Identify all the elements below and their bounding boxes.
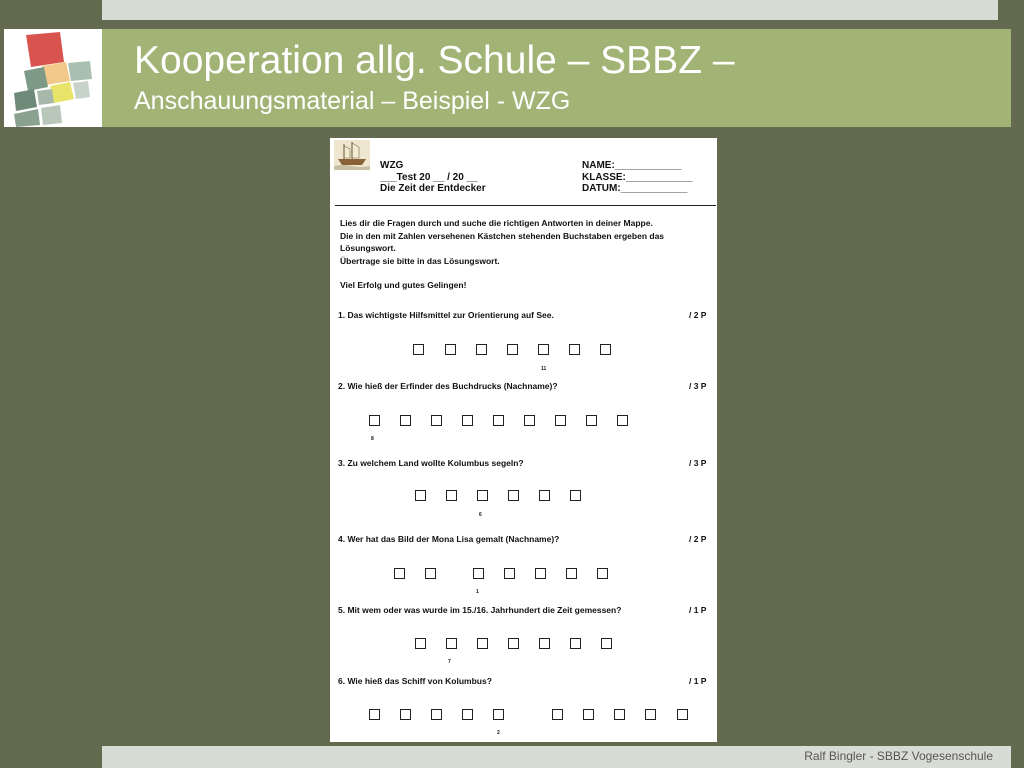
solution-letter-number: 8 bbox=[371, 436, 374, 442]
worksheet-heading bbox=[380, 160, 486, 195]
date-field-label: DATUM:____________ bbox=[582, 183, 688, 194]
answer-letter-box bbox=[431, 709, 442, 720]
answer-letter-box bbox=[446, 638, 457, 649]
instruction-line: Übertrage sie bitte in das Lösungswort. bbox=[340, 255, 500, 266]
answer-letter-box bbox=[473, 568, 484, 579]
instruction-closing: Viel Erfolg und gutes Gelingen! bbox=[340, 280, 467, 290]
question-points: / 2 P bbox=[689, 310, 707, 320]
solution-letter-number: 2 bbox=[497, 730, 500, 736]
answer-letter-box bbox=[462, 709, 473, 720]
ship-icon bbox=[334, 140, 370, 170]
answer-letter-box bbox=[413, 344, 424, 355]
answer-letter-box bbox=[645, 709, 656, 720]
top-strip bbox=[102, 0, 998, 20]
answer-letter-box bbox=[400, 709, 411, 720]
answer-letter-box bbox=[400, 415, 411, 426]
class-field-label: KLASSE:____________ bbox=[582, 171, 693, 183]
question-text: 6. Wie hieß das Schiff von Kolumbus? bbox=[338, 676, 492, 686]
worksheet-test-line: ___Test 20 __ / 20 __ bbox=[380, 171, 478, 183]
slide-title: Kooperation allg. Schule – SBBZ – bbox=[134, 39, 735, 82]
answer-letter-box bbox=[600, 344, 611, 355]
answer-letter-box bbox=[462, 415, 473, 426]
question-points: / 1 P bbox=[689, 605, 707, 615]
question-text: 3. Zu welchem Land wollte Kolumbus segeln? bbox=[338, 458, 524, 468]
worksheet-instructions bbox=[340, 217, 700, 292]
answer-letter-box bbox=[369, 709, 380, 720]
footer-credit: Ralf Bingler - SBBZ Vogesenschule bbox=[804, 749, 993, 763]
question-points: / 3 P bbox=[689, 458, 707, 468]
answer-letter-box bbox=[538, 344, 549, 355]
answer-letter-box bbox=[415, 638, 426, 649]
answer-letter-box bbox=[617, 415, 628, 426]
answer-letter-box bbox=[445, 344, 456, 355]
mosaic-logo-icon bbox=[4, 29, 102, 127]
worksheet-student-fields bbox=[582, 160, 693, 195]
solution-letter-number: 1 bbox=[476, 589, 479, 595]
answer-letter-box bbox=[493, 709, 504, 720]
instruction-line: Lies dir die Fragen durch und suche die richtigen Antworten in deiner Mappe. bbox=[340, 218, 653, 228]
answer-letter-box bbox=[586, 415, 597, 426]
answer-letter-box bbox=[597, 568, 608, 579]
answer-letter-box bbox=[539, 638, 550, 649]
answer-letter-box bbox=[555, 415, 566, 426]
answer-letter-box bbox=[566, 568, 577, 579]
school-logo bbox=[4, 29, 102, 127]
answer-letter-box bbox=[614, 709, 625, 720]
answer-letter-box bbox=[476, 344, 487, 355]
solution-letter-number: 11 bbox=[541, 366, 547, 372]
answer-letter-box bbox=[477, 490, 488, 501]
answer-letter-box bbox=[493, 415, 504, 426]
worksheet-topic: Die Zeit der Entdecker bbox=[380, 183, 486, 194]
answer-letter-box bbox=[508, 638, 519, 649]
answer-letter-box bbox=[535, 568, 546, 579]
answer-letter-box bbox=[524, 415, 535, 426]
worksheet-subject: WZG bbox=[380, 160, 404, 171]
answer-letter-box bbox=[570, 638, 581, 649]
answer-letter-box bbox=[569, 344, 580, 355]
question-points: / 2 P bbox=[689, 534, 707, 544]
worksheet-divider bbox=[335, 205, 716, 206]
answer-letter-box bbox=[677, 709, 688, 720]
question-points: / 3 P bbox=[689, 381, 707, 391]
answer-letter-box bbox=[446, 490, 457, 501]
answer-letter-box bbox=[415, 490, 426, 501]
answer-letter-box bbox=[552, 709, 563, 720]
name-field-label: NAME:____________ bbox=[582, 160, 682, 171]
instruction-line: Die in den mit Zahlen versehenen Kästchen stehenden Buchstaben ergeben das bbox=[340, 230, 665, 241]
worksheet-image bbox=[330, 138, 717, 742]
question-text: 2. Wie hieß der Erfinder des Buchdrucks (Nachname)? bbox=[338, 381, 558, 391]
answer-letter-box bbox=[583, 709, 594, 720]
question-text: 1. Das wichtigste Hilfsmittel zur Orientierung auf See. bbox=[338, 310, 554, 320]
answer-letter-box bbox=[601, 638, 612, 649]
footer-strip bbox=[102, 746, 1011, 768]
question-points: / 1 P bbox=[689, 676, 707, 686]
answer-letter-box bbox=[508, 490, 519, 501]
answer-letter-box bbox=[394, 568, 405, 579]
answer-letter-box bbox=[369, 415, 380, 426]
answer-letter-box bbox=[477, 638, 488, 649]
solution-letter-number: 6 bbox=[479, 512, 482, 518]
instruction-line: Lösungswort. bbox=[340, 243, 396, 253]
slide-subtitle: Anschauungsmaterial – Beispiel - WZG bbox=[134, 87, 571, 115]
question-text: 4. Wer hat das Bild der Mona Lisa gemalt (Nachname)? bbox=[338, 534, 560, 544]
answer-letter-box bbox=[504, 568, 515, 579]
answer-letter-box bbox=[431, 415, 442, 426]
question-text: 5. Mit wem oder was wurde im 15./16. Jahrhundert die Zeit gemessen? bbox=[338, 605, 622, 615]
answer-letter-box bbox=[570, 490, 581, 501]
answer-letter-box bbox=[507, 344, 518, 355]
answer-letter-box bbox=[425, 568, 436, 579]
title-banner bbox=[102, 29, 1011, 127]
solution-letter-number: 7 bbox=[448, 659, 451, 665]
answer-letter-box bbox=[539, 490, 550, 501]
